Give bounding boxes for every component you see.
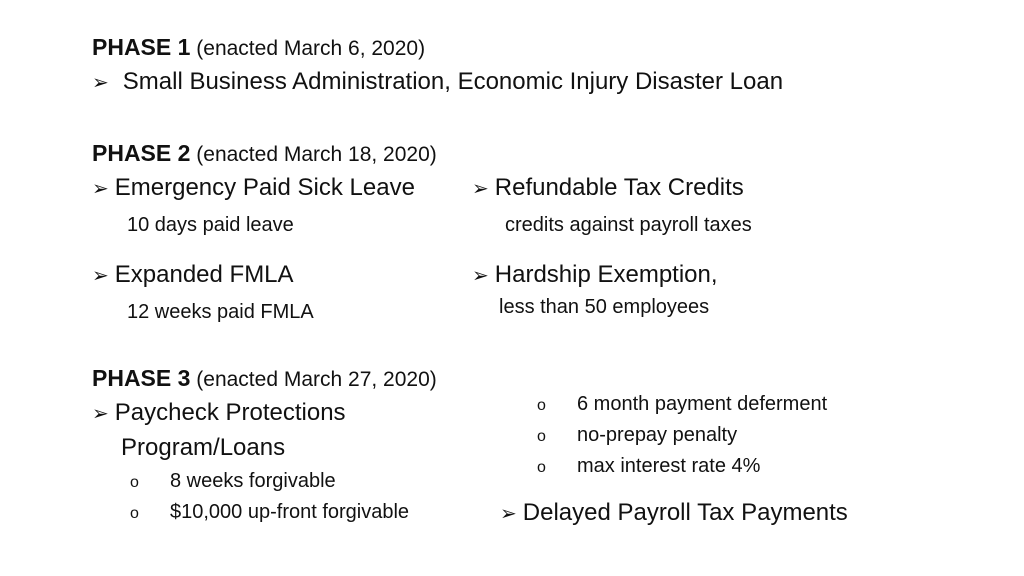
item-label: Emergency Paid Sick Leave: [114, 174, 415, 201]
arrow-bullet-icon: ➢: [92, 178, 109, 200]
circle-bullet-icon: o: [130, 505, 139, 522]
phase2-item-tax-credits: [472, 174, 744, 202]
phase2-item-fmla: [92, 261, 294, 289]
circle-bullet-icon: o: [537, 397, 546, 414]
arrow-bullet-icon: ➢: [500, 503, 517, 525]
sub-bullet-label: $10,000 up-front forgivable: [170, 501, 410, 523]
phase1-item: [92, 68, 783, 96]
sub-bullet-label: no-prepay penalty: [577, 424, 738, 446]
phase2-item-sick-leave: [92, 174, 415, 202]
sub-bullet: [130, 470, 336, 493]
phase1-date: (enacted March 6, 2020): [196, 37, 426, 60]
phase3-item-delayed-payroll: [500, 499, 848, 527]
item-detail: credits against payroll taxes: [505, 214, 752, 236]
phase2-item-hardship: [472, 261, 718, 289]
circle-bullet-icon: o: [537, 459, 546, 476]
item-label: Hardship Exemption,: [494, 261, 718, 288]
item-detail: less than 50 employees: [499, 296, 710, 318]
sub-bullet: [537, 424, 737, 447]
phase1-item-label: Small Business Administration, Economic Injury Disaster Loan: [122, 68, 784, 95]
sub-bullet: [537, 393, 827, 416]
arrow-bullet-icon: ➢: [92, 403, 109, 425]
sub-bullet-label: 6 month payment deferment: [577, 393, 828, 415]
arrow-bullet-icon: ➢: [472, 265, 489, 287]
phase2-title: PHASE 2: [92, 140, 191, 166]
phase2-date: (enacted March 18, 2020): [196, 143, 437, 166]
item-label: Refundable Tax Credits: [494, 174, 744, 201]
phase1-heading: [92, 34, 425, 61]
phase2-heading: [92, 140, 437, 167]
arrow-bullet-icon: ➢: [92, 265, 109, 287]
item-label: Paycheck Protections: [114, 399, 346, 426]
arrow-bullet-icon: ➢: [92, 72, 109, 94]
phase3-heading: [92, 365, 437, 392]
arrow-bullet-icon: ➢: [472, 178, 489, 200]
item-label: Expanded FMLA: [114, 261, 294, 288]
phase3-title: PHASE 3: [92, 365, 191, 391]
sub-bullet-label: max interest rate 4%: [577, 455, 761, 477]
phase1-title: PHASE 1: [92, 34, 191, 60]
phase3-item-ppp: [92, 399, 346, 427]
item-label: Delayed Payroll Tax Payments: [522, 499, 848, 526]
item-detail: 12 weeks paid FMLA: [127, 301, 314, 323]
sub-bullet: [130, 501, 409, 524]
item-detail: 10 days paid leave: [127, 214, 294, 236]
item-label-continued: Program/Loans: [121, 434, 286, 461]
circle-bullet-icon: o: [130, 474, 139, 491]
sub-bullet: [537, 455, 760, 478]
circle-bullet-icon: o: [537, 428, 546, 445]
phase3-date: (enacted March 27, 2020): [196, 368, 437, 391]
sub-bullet-label: 8 weeks forgivable: [170, 470, 336, 492]
